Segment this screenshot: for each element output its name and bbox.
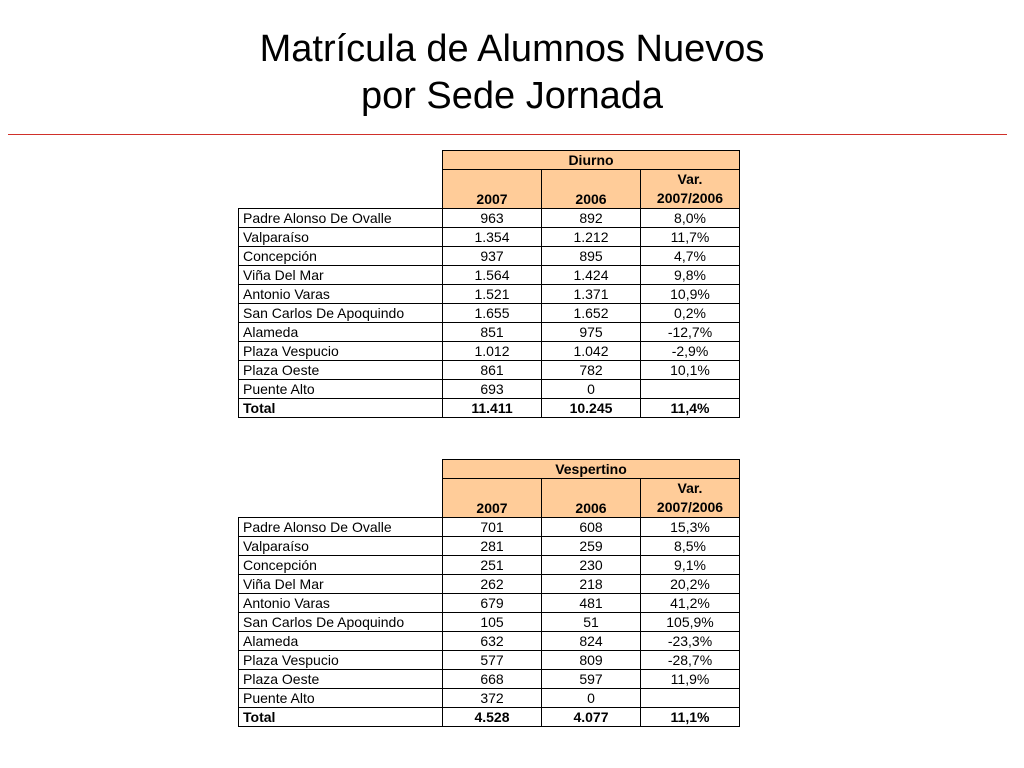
variation-value [641, 689, 740, 708]
column-header-variation-line-2: 2007/2006 [656, 499, 724, 515]
column-header-2007: 2007 [443, 479, 542, 518]
variation-value: 9,8% [641, 266, 740, 285]
value-2006: 608 [542, 518, 641, 537]
value-2006: 230 [542, 556, 641, 575]
variation-value: 4,7% [641, 247, 740, 266]
table-header-columns-row [239, 170, 740, 209]
value-2006: 51 [542, 613, 641, 632]
column-header-variation-line-2: 2007/2006 [656, 190, 724, 206]
variation-value: 15,3% [641, 518, 740, 537]
value-2007: 372 [443, 689, 542, 708]
table-row [239, 518, 740, 537]
value-2006: 975 [542, 323, 641, 342]
value-2006: 782 [542, 361, 641, 380]
value-2007: 693 [443, 380, 542, 399]
value-2006: 1.212 [542, 228, 641, 247]
variation-value: 0,2% [641, 304, 740, 323]
column-header-variation [641, 479, 740, 518]
campus-name: San Carlos De Apoquindo [239, 613, 443, 632]
campus-name: San Carlos De Apoquindo [239, 304, 443, 323]
campus-name: Alameda [239, 323, 443, 342]
table-row [239, 209, 740, 228]
value-2007: 1.012 [443, 342, 542, 361]
total-label: Total [239, 708, 443, 727]
table-row [239, 304, 740, 323]
variation-value: -23,3% [641, 632, 740, 651]
blank-cell [239, 460, 443, 479]
table-row [239, 632, 740, 651]
total-row [239, 708, 740, 727]
table-row [239, 285, 740, 304]
campus-name: Plaza Oeste [239, 670, 443, 689]
campus-name: Concepción [239, 247, 443, 266]
campus-name: Antonio Varas [239, 594, 443, 613]
campus-name: Plaza Vespucio [239, 651, 443, 670]
campus-name: Puente Alto [239, 689, 443, 708]
shift-header: Diurno [443, 151, 740, 170]
total-variation: 11,4% [641, 399, 740, 418]
blank-cell [239, 170, 443, 209]
table-header-group-row [239, 460, 740, 479]
diurno-table [238, 150, 740, 418]
slide-title-line-2: por Sede Jornada [360, 75, 664, 117]
value-2007: 668 [443, 670, 542, 689]
value-2007: 851 [443, 323, 542, 342]
value-2007: 1.354 [443, 228, 542, 247]
value-2007: 262 [443, 575, 542, 594]
value-2006: 259 [542, 537, 641, 556]
table-row [239, 537, 740, 556]
vespertino-table [238, 459, 740, 727]
total-variation: 11,1% [641, 708, 740, 727]
total-label: Total [239, 399, 443, 418]
value-2007: 577 [443, 651, 542, 670]
value-2007: 251 [443, 556, 542, 575]
table-row [239, 594, 740, 613]
campus-name: Alameda [239, 632, 443, 651]
column-header-2006: 2006 [542, 479, 641, 518]
table-row [239, 651, 740, 670]
table-row [239, 342, 740, 361]
value-2007: 281 [443, 537, 542, 556]
variation-value: 41,2% [641, 594, 740, 613]
shift-header: Vespertino [443, 460, 740, 479]
value-2006: 895 [542, 247, 641, 266]
variation-value: 11,7% [641, 228, 740, 247]
value-2007: 701 [443, 518, 542, 537]
variation-value: 10,1% [641, 361, 740, 380]
campus-name: Valparaíso [239, 228, 443, 247]
value-2006: 892 [542, 209, 641, 228]
value-2006: 0 [542, 689, 641, 708]
value-2007: 632 [443, 632, 542, 651]
column-header-variation-line-1: Var. [677, 171, 703, 187]
value-2006: 1.042 [542, 342, 641, 361]
campus-name: Viña Del Mar [239, 575, 443, 594]
blank-cell [239, 151, 443, 170]
variation-value: 8,0% [641, 209, 740, 228]
value-2006: 597 [542, 670, 641, 689]
value-2006: 1.652 [542, 304, 641, 323]
campus-name: Antonio Varas [239, 285, 443, 304]
variation-value: 8,5% [641, 537, 740, 556]
total-row [239, 399, 740, 418]
campus-name: Puente Alto [239, 380, 443, 399]
total-2006: 4.077 [542, 708, 641, 727]
table-row [239, 613, 740, 632]
table-row [239, 689, 740, 708]
variation-value: -2,9% [641, 342, 740, 361]
campus-name: Padre Alonso De Ovalle [239, 209, 443, 228]
table-row [239, 228, 740, 247]
column-header-2007: 2007 [443, 170, 542, 209]
total-2007: 11.411 [443, 399, 542, 418]
blank-cell [239, 479, 443, 518]
value-2007: 1.655 [443, 304, 542, 323]
variation-value [641, 380, 740, 399]
column-header-variation-line-1: Var. [677, 480, 703, 496]
value-2006: 481 [542, 594, 641, 613]
value-2006: 1.371 [542, 285, 641, 304]
campus-name: Valparaíso [239, 537, 443, 556]
value-2007: 1.521 [443, 285, 542, 304]
title-divider [8, 134, 1007, 135]
slide-title [0, 26, 1024, 120]
campus-name: Padre Alonso De Ovalle [239, 518, 443, 537]
variation-value: -28,7% [641, 651, 740, 670]
table-header-group-row [239, 151, 740, 170]
value-2007: 963 [443, 209, 542, 228]
table-row [239, 575, 740, 594]
variation-value: 20,2% [641, 575, 740, 594]
table-row [239, 323, 740, 342]
value-2007: 105 [443, 613, 542, 632]
variation-value: -12,7% [641, 323, 740, 342]
value-2007: 1.564 [443, 266, 542, 285]
table-row [239, 247, 740, 266]
value-2007: 937 [443, 247, 542, 266]
table-row [239, 670, 740, 689]
table-row [239, 266, 740, 285]
value-2007: 679 [443, 594, 542, 613]
column-header-variation [641, 170, 740, 209]
campus-name: Viña Del Mar [239, 266, 443, 285]
value-2006: 809 [542, 651, 641, 670]
value-2006: 1.424 [542, 266, 641, 285]
column-header-2006: 2006 [542, 170, 641, 209]
variation-value: 9,1% [641, 556, 740, 575]
value-2006: 824 [542, 632, 641, 651]
table-row [239, 361, 740, 380]
variation-value: 105,9% [641, 613, 740, 632]
table-header-columns-row [239, 479, 740, 518]
table-row [239, 556, 740, 575]
value-2006: 218 [542, 575, 641, 594]
total-2006: 10.245 [542, 399, 641, 418]
value-2007: 861 [443, 361, 542, 380]
variation-value: 10,9% [641, 285, 740, 304]
total-2007: 4.528 [443, 708, 542, 727]
table-row [239, 380, 740, 399]
slide-title-line-1: Matrícula de Alumnos Nuevos [259, 28, 765, 70]
campus-name: Plaza Oeste [239, 361, 443, 380]
campus-name: Concepción [239, 556, 443, 575]
value-2006: 0 [542, 380, 641, 399]
variation-value: 11,9% [641, 670, 740, 689]
campus-name: Plaza Vespucio [239, 342, 443, 361]
